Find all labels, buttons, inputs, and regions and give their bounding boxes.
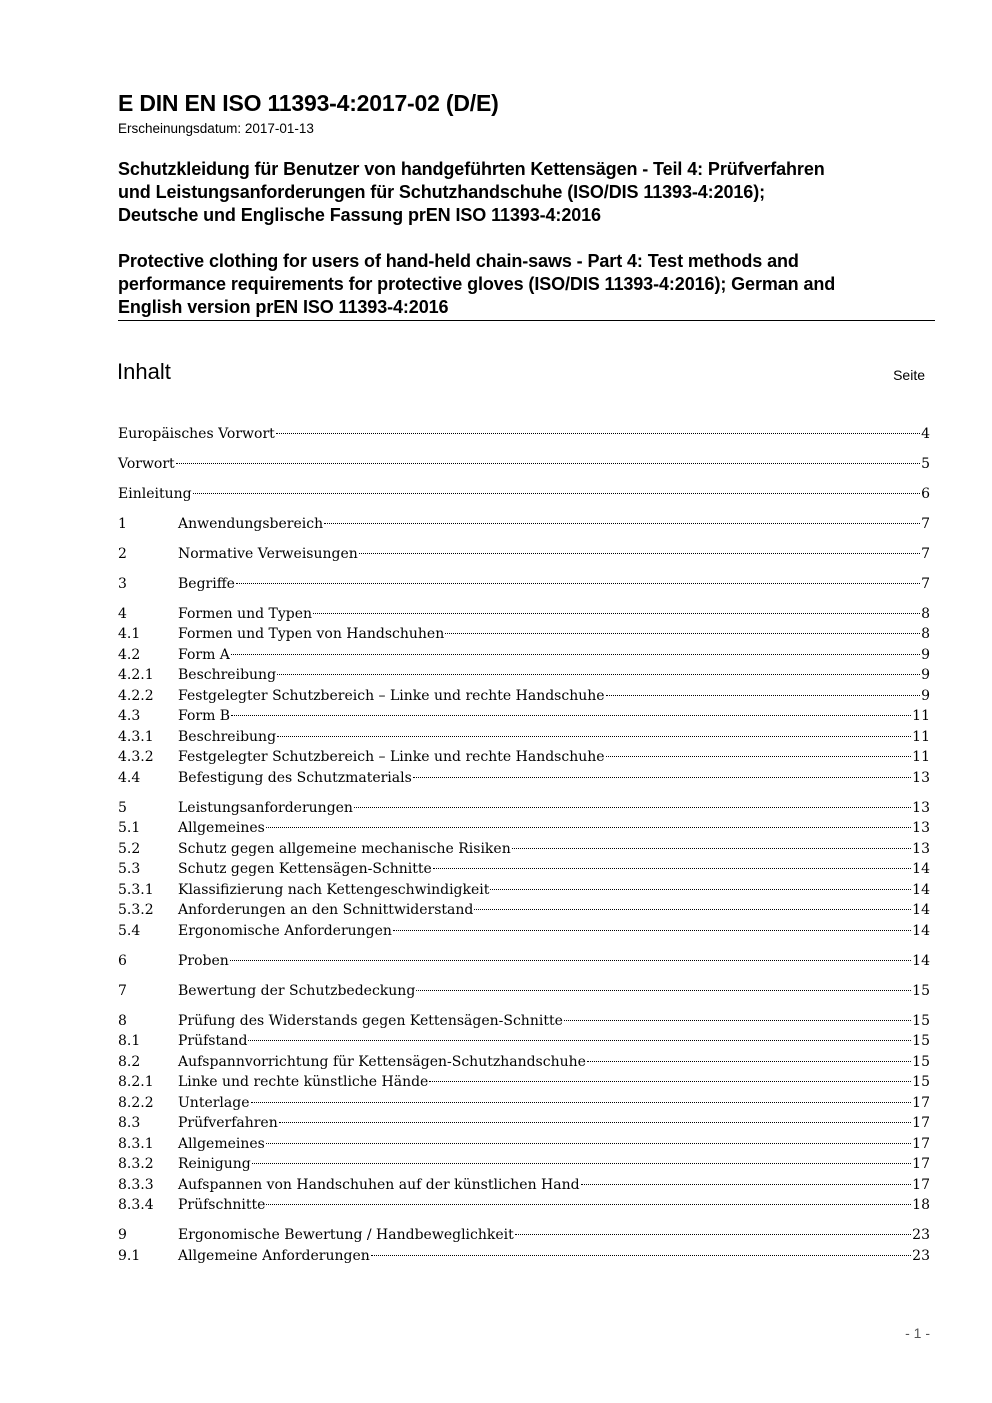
toc-entry[interactable] [118, 417, 930, 442]
toc-entry-number: 4.2 [118, 646, 141, 663]
toc-entry-title: Schutz gegen Kettensägen-Schnitte [178, 861, 432, 877]
toc-dot-leader [433, 853, 911, 874]
toc-entry-number: 8.1 [118, 1033, 141, 1049]
toc-entry-title: Befestigung des Schutzmaterials [178, 769, 412, 786]
toc-entry-page: 13 [912, 769, 930, 786]
toc-entry[interactable] [118, 507, 930, 532]
toc-entry-number: 5 [118, 799, 127, 816]
toc-entry-page: 4 [921, 425, 930, 442]
toc-entry-page: 8 [921, 605, 930, 622]
toc-entry-number: 5.4 [118, 922, 141, 939]
toc-entry-page: 6 [921, 485, 930, 502]
toc-entry-title: Normative Verweisungen [178, 545, 358, 562]
toc-dot-leader [490, 873, 911, 894]
toc-entry-number: 1 [118, 515, 127, 532]
toc-entry[interactable] [118, 1219, 930, 1243]
toc-entry[interactable] [118, 597, 930, 622]
toc-dot-leader [236, 567, 920, 588]
toc-entry[interactable] [118, 974, 930, 999]
toc-entry-number: 4.3.2 [118, 749, 154, 765]
toc-dot-leader [231, 638, 920, 659]
toc-entry-page: 9 [921, 687, 930, 704]
toc-entry-number: 8.3.1 [118, 1135, 154, 1152]
toc-entry-page: 17 [912, 1135, 930, 1152]
toc-dot-leader [581, 1168, 912, 1189]
toc-entry-number: 9.1 [118, 1247, 141, 1264]
toc-entry-number: 8.3 [118, 1115, 141, 1131]
toc-dot-leader [413, 761, 911, 782]
toc-entry-title: Prüfschnitte [178, 1197, 266, 1213]
toc-entry-title: Schutz gegen allgemeine mechanische Risiken [178, 840, 511, 857]
toc-entry-page: 23 [912, 1247, 930, 1264]
toc-entry-page: 11 [912, 749, 930, 765]
toc-entry-title: Einleitung [118, 485, 192, 502]
toc-entry-title: Prüfung des Widerstands gegen Kettensägen-Schnitte [178, 1012, 563, 1029]
toc-entry-page: 7 [921, 545, 930, 562]
toc-dot-leader [416, 974, 911, 995]
toc-entry[interactable] [118, 944, 930, 969]
toc-heading: Inhalt [117, 359, 171, 384]
title-german [118, 158, 938, 227]
title-english-line: English version prEN ISO 11393-4:2016 [118, 297, 449, 317]
toc-entry-title: Reinigung [178, 1156, 251, 1172]
toc-entry-page: 7 [921, 515, 930, 532]
toc-entry-page: 9 [921, 646, 930, 663]
toc-entry-page: 9 [921, 667, 930, 683]
toc-entry-page: 15 [912, 1074, 930, 1090]
toc-entry-page: 14 [912, 861, 930, 877]
title-english-line: Protective clothing for users of hand-held chain-saws - Part 4: Test methods and [118, 251, 799, 271]
toc-entry[interactable] [118, 720, 930, 745]
toc-entry[interactable] [118, 659, 930, 683]
toc-dot-leader [266, 812, 911, 833]
toc-entry-title: Allgemeine Anforderungen [178, 1247, 370, 1264]
toc-entry-title: Festgelegter Schutzbereich – Linke und rechte Handschuhe [178, 687, 605, 704]
toc-entry-title: Proben [178, 952, 229, 969]
publication-date: Erscheinungsdatum: 2017-01-13 [118, 121, 314, 136]
toc-dot-leader [371, 1239, 911, 1260]
toc-entry-number: 4.1 [118, 626, 141, 642]
toc-entry-title: Prüfverfahren [178, 1115, 278, 1131]
toc-dot-leader [277, 720, 911, 741]
toc-entry-page: 13 [912, 840, 930, 857]
title-german-line: Deutsche und Englische Fassung prEN ISO 11393-4:2016 [118, 205, 601, 225]
page-number: - 1 - [905, 1325, 930, 1341]
toc-dot-leader [266, 1127, 911, 1148]
toc-entry[interactable] [118, 567, 930, 592]
toc-dot-leader [474, 894, 911, 915]
toc-entry-number: 8.2 [118, 1053, 141, 1070]
toc-entry[interactable] [118, 791, 930, 816]
toc-dot-leader [248, 1025, 911, 1046]
toc-entry[interactable] [118, 447, 930, 472]
toc-entry-title: Festgelegter Schutzbereich – Linke und rechte Handschuhe [178, 749, 605, 765]
toc-dot-leader [231, 700, 911, 721]
title-english-line: performance requirements for protective gloves (ISO/DIS 11393-4:2016); German and [118, 274, 836, 294]
toc-dot-leader [252, 1148, 911, 1169]
toc-entry-title: Beschreibung [178, 728, 277, 745]
toc-dot-leader [176, 447, 920, 468]
toc-entry-title: Formen und Typen [178, 605, 313, 622]
toc-entry-page: 14 [912, 881, 930, 898]
toc-dot-leader [515, 1219, 911, 1240]
toc-dot-leader [359, 537, 920, 558]
toc-entry-number: 8.3.2 [118, 1156, 154, 1172]
toc-entry-title: Aufspannen von Handschuhen auf der künstlichen Hand [178, 1176, 580, 1193]
toc-dot-leader [193, 477, 921, 498]
toc-dot-leader [251, 1086, 912, 1107]
toc-entry-title: Unterlage [178, 1094, 250, 1111]
toc-entry-title: Bewertung der Schutzbedeckung [178, 982, 416, 999]
toc-entry-title: Beschreibung [178, 667, 277, 683]
toc-entry-page: 17 [912, 1156, 930, 1172]
toc-entry-number: 5.2 [118, 840, 141, 857]
toc-entry-number: 2 [118, 545, 127, 562]
toc-dot-leader [324, 507, 920, 528]
toc-entry-title: Prüfstand [178, 1033, 248, 1049]
toc-entry-page: 13 [912, 820, 930, 836]
toc-dot-leader [587, 1045, 911, 1066]
toc-dot-leader [606, 741, 912, 762]
toc-entry-number: 8 [118, 1012, 127, 1029]
toc-entry-page: 13 [912, 799, 930, 816]
toc-entry-title: Anwendungsbereich [178, 515, 324, 532]
document-id: E DIN EN ISO 11393-4:2017-02 (D/E) [118, 90, 499, 116]
toc-entry-number: 8.2.2 [118, 1094, 154, 1111]
toc-entry-page: 14 [912, 922, 930, 939]
toc-entry[interactable] [118, 1004, 930, 1029]
toc-entry[interactable] [118, 700, 930, 724]
toc-entry-page: 14 [912, 952, 930, 969]
toc-entry-page: 15 [912, 1033, 930, 1049]
toc-page-column-label: Seite [893, 367, 925, 383]
toc-entry-page: 17 [912, 1094, 930, 1111]
toc-dot-leader [276, 417, 920, 438]
title-divider [118, 320, 935, 321]
toc-entry-number: 6 [118, 952, 127, 969]
toc-dot-leader [354, 791, 911, 812]
toc-entry-title: Allgemeines [178, 1135, 265, 1152]
toc-entry-title: Linke und rechte künstliche Hände [178, 1074, 429, 1090]
title-german-line: Schutzkleidung für Benutzer von handgeführten Kettensägen - Teil 4: Prüfverfahren [118, 159, 825, 179]
toc-entry-number: 5.3.1 [118, 881, 154, 898]
toc-entry-page: 18 [912, 1197, 930, 1213]
toc-entry-page: 11 [912, 728, 930, 745]
toc-entry-number: 8.2.1 [118, 1074, 154, 1090]
toc-entry-number: 8.3.3 [118, 1176, 154, 1193]
toc-dot-leader [429, 1066, 911, 1087]
toc-entry-title: Anforderungen an den Schnittwiderstand [178, 902, 474, 918]
title-english [118, 250, 938, 319]
toc-entry-number: 4.3.1 [118, 728, 154, 745]
toc-entry[interactable] [118, 638, 930, 663]
toc-dot-leader [512, 832, 911, 853]
table-of-contents [118, 417, 930, 1264]
toc-entry-page: 17 [912, 1115, 930, 1131]
toc-entry-page: 11 [912, 708, 930, 724]
toc-entry-page: 15 [912, 982, 930, 999]
toc-entry-title: Ergonomische Anforderungen [178, 922, 392, 939]
toc-entry-title: Form A [178, 646, 230, 663]
toc-entry-number: 5.3 [118, 861, 141, 877]
toc-entry-number: 4 [118, 605, 127, 622]
toc-entry-number: 5.1 [118, 820, 141, 836]
toc-dot-leader [393, 914, 911, 935]
toc-entry-title: Vorwort [118, 455, 175, 472]
toc-entry-page: 15 [912, 1012, 930, 1029]
toc-entry-page: 8 [921, 626, 930, 642]
toc-entry-number: 4.4 [118, 769, 141, 786]
toc-entry-title: Form B [178, 708, 231, 724]
toc-dot-leader [266, 1189, 911, 1210]
toc-entry-number: 7 [118, 982, 127, 999]
toc-entry-title: Europäisches Vorwort [118, 425, 275, 442]
toc-dot-leader [230, 944, 911, 965]
toc-dot-leader [313, 597, 920, 618]
toc-entry-number: 8.3.4 [118, 1197, 154, 1213]
toc-entry-number: 5.3.2 [118, 902, 154, 918]
toc-entry-number: 9 [118, 1227, 127, 1243]
toc-entry-page: 5 [921, 455, 930, 472]
toc-entry-title: Aufspannvorrichtung für Kettensägen-Schutzhandschuhe [178, 1053, 586, 1070]
toc-entry-number: 4.2.1 [118, 667, 154, 683]
toc-entry-title: Begriffe [178, 575, 235, 592]
toc-entry-title: Allgemeines [178, 820, 265, 836]
toc-dot-leader [445, 618, 920, 639]
toc-entry-page: 23 [912, 1227, 930, 1243]
toc-entry-title: Klassifizierung nach Kettengeschwindigkeit [178, 881, 490, 898]
toc-dot-leader [606, 679, 921, 700]
toc-dot-leader [277, 659, 920, 680]
toc-entry-title: Leistungsanforderungen [178, 799, 353, 816]
title-german-line: und Leistungsanforderungen für Schutzhandschuhe (ISO/DIS 11393-4:2016); [118, 182, 766, 202]
toc-entry-number: 3 [118, 575, 127, 592]
toc-entry-number: 4.2.2 [118, 687, 154, 704]
toc-entry-page: 17 [912, 1176, 930, 1193]
toc-dot-leader [279, 1107, 911, 1128]
toc-entry-title: Formen und Typen von Handschuhen [178, 626, 445, 642]
toc-entry-title: Ergonomische Bewertung / Handbeweglichkeit [178, 1227, 514, 1243]
toc-entry[interactable] [118, 537, 930, 562]
toc-entry-page: 15 [912, 1053, 930, 1070]
toc-entry-page: 7 [921, 575, 930, 592]
toc-entry-page: 14 [912, 902, 930, 918]
toc-entry-number: 4.3 [118, 708, 141, 724]
toc-entry[interactable] [118, 477, 930, 502]
toc-dot-leader [564, 1004, 911, 1025]
